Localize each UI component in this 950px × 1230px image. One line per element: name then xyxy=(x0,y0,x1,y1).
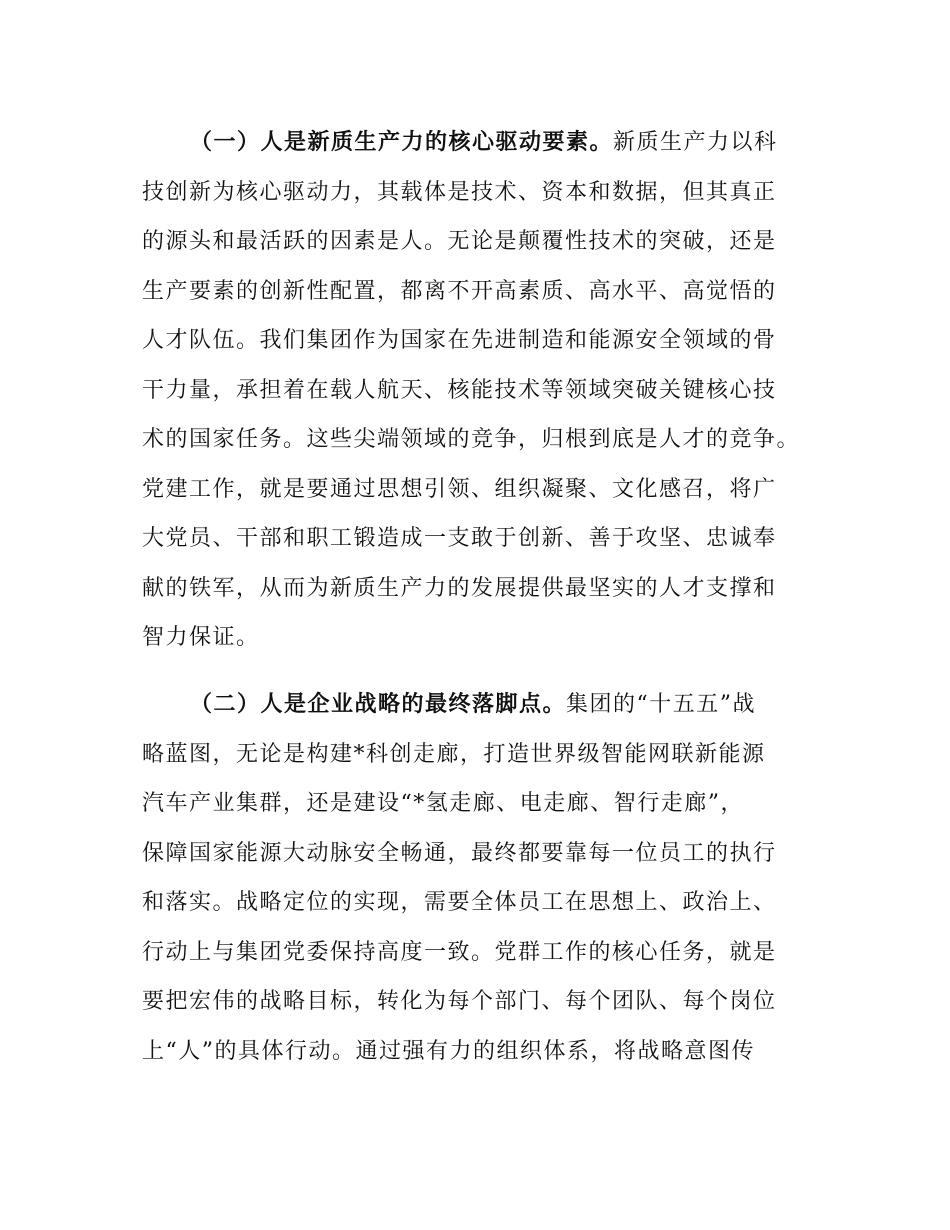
paragraph-1-line: 党建工作，就是要通过思想引领、组织凝聚、文化感召，将广 xyxy=(142,476,777,502)
paragraph-2-line: 行动上与集团党委保持高度一致。党群工作的核心任务，就是 xyxy=(142,939,777,965)
paragraph-1 xyxy=(142,118,832,663)
paragraph-1-line: 大党员、干部和职工锻造成一支敢于创新、善于攻坚、忠诚奉 xyxy=(142,526,777,551)
paragraph-2-line: 要把宏伟的战略目标，转化为每个部门、每个团队、每个岗位 xyxy=(142,989,777,1014)
paragraph-2-line: 上“人”的具体行动。通过强有力的组织体系，将战略意图传 xyxy=(142,1038,755,1064)
paragraph-2-first-rest: 集团的“十五五”战 xyxy=(566,692,757,717)
paragraph-2-line: 和落实。战略定位的实现，需要全体员工在思想上、政治上、 xyxy=(142,890,777,915)
paragraph-1-line: 智力保证。 xyxy=(142,625,260,650)
paragraph-2-line: 汽车产业集群，还是建设“*氢走廊、电走廊、智行走廊”， xyxy=(142,791,744,816)
paragraph-2-line: 保障国家能源大动脉安全畅通，最终都要靠每一位员工的执行 xyxy=(142,840,777,866)
paragraph-1-first-line xyxy=(142,118,832,168)
paragraph-1-line: 术的国家任务。这些尖端领域的竞争，归根到底是人才的竞争。 xyxy=(142,427,801,452)
paragraph-1-first-rest: 新质生产力以科 xyxy=(613,130,778,155)
paragraph-1-line: 的源头和最活跃的因素是人。无论是颠覆性技术的突破，还是 xyxy=(142,229,777,254)
paragraph-2-line: 略蓝图，无论是构建*科创走廊，打造世界级智能网联新能源 xyxy=(142,741,766,767)
paragraph-1-line: 生产要素的创新性配置，都离不开高素质、高水平、高觉悟的 xyxy=(142,278,777,304)
paragraph-1-line: 干力量，承担着在载人航天、核能技术等领域突破关键核心技 xyxy=(142,377,777,403)
paragraph-1-line: 献的铁军，从而为新质生产力的发展提供最坚实的人才支撑和 xyxy=(142,575,777,601)
paragraph-1-line: 人才队伍。我们集团作为国家在先进制造和能源安全领域的骨 xyxy=(142,328,777,353)
paragraph-2-heading: （二）人是企业战略的最终落脚点。 xyxy=(190,691,567,717)
paragraph-1-heading: （一）人是新质生产力的核心驱动要素。 xyxy=(190,129,614,155)
paragraph-1-line: 技创新为核心驱动力，其载体是技术、资本和数据，但其真正 xyxy=(142,179,777,205)
paragraph-2-first-line xyxy=(142,680,832,730)
paragraph-2 xyxy=(142,680,832,1076)
